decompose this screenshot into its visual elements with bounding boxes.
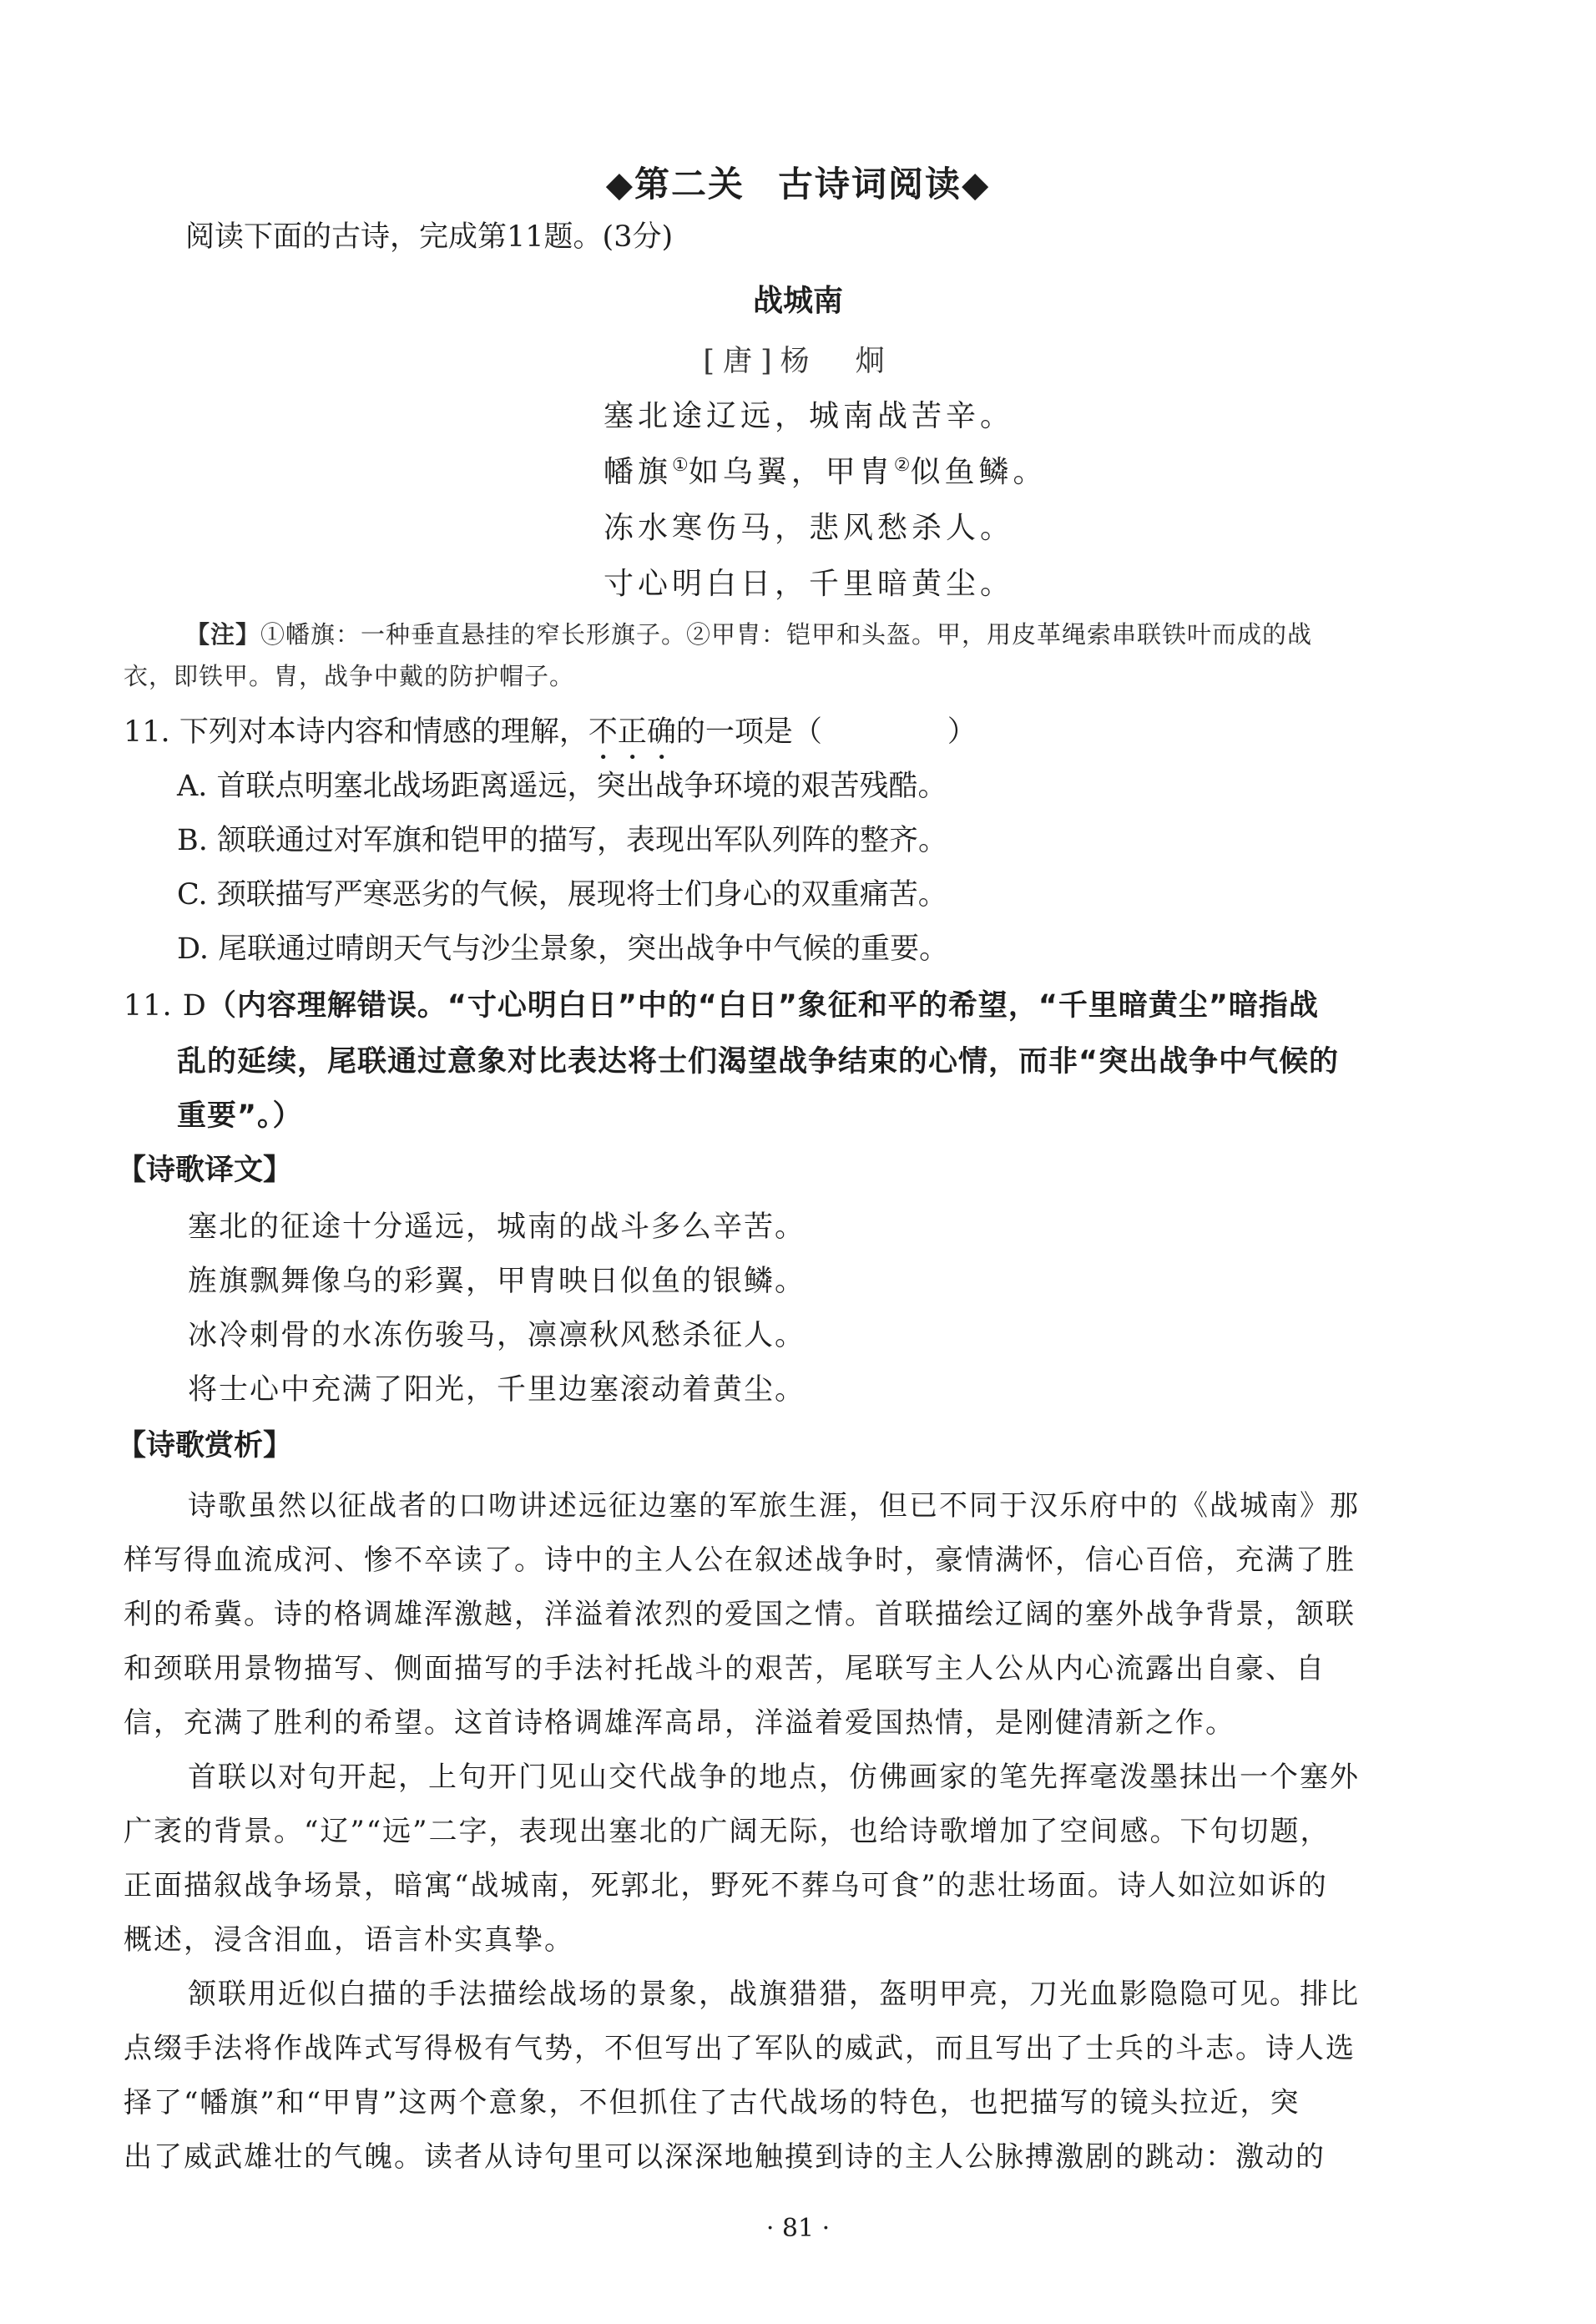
poem-line-2-b: 如乌翼，甲胄 xyxy=(688,455,894,489)
question-stem-b: 的一项是（ xyxy=(675,715,822,749)
appreciation-p2-line-4: 概述，浸含泪血，语言朴实真挚。 xyxy=(124,1923,574,1957)
translation-line-3: 冰冷刺骨的水冻伤骏马，凛凛秋风愁杀征人。 xyxy=(188,1319,806,1352)
footnote-marker-2: ② xyxy=(893,455,911,476)
appreciation-p1-line-2: 样写得血流成河、惨不卒读了。诗中的主人公在叙述战争时，豪情满怀，信心百倍，充满了胜 xyxy=(124,1543,1356,1577)
appreciation-p2-line-2: 广袤的背景。“辽”“远”二字，表现出塞北的广阔无际，也给诗歌增加了空间感。下句切题， xyxy=(124,1815,1331,1848)
answer-line-1 xyxy=(124,988,1319,1024)
option-d: D. 尾联通过晴朗天气与沙尘景象，突出战争中气候的重要。 xyxy=(177,932,949,966)
appreciation-p3-line-2: 点缀手法将作战阵式写得极有气势，不但写出了军队的威武，而且写出了士兵的斗志。诗人选 xyxy=(124,2032,1356,2065)
question-stem xyxy=(124,714,977,766)
translation-line-1: 塞北的征途十分遥远，城南的战斗多么辛苦。 xyxy=(188,1210,806,1244)
note-label: 【注】 xyxy=(185,620,261,649)
question-emphasis: 不正确 xyxy=(588,715,676,749)
section-title xyxy=(0,157,1596,207)
poem-line-3: 冻水寒伤马，悲风愁杀人。 xyxy=(604,511,1015,545)
poem-author: [唐]杨 炯 xyxy=(703,345,893,378)
appreciation-p1-line-1: 诗歌虽然以征战者的口吻讲述远征边塞的军旅生涯，但已不同于汉乐府中的《战城南》那 xyxy=(188,1489,1360,1523)
poem-title: 战城南 xyxy=(752,284,843,318)
poem-line-2-c: 似鱼鳞。 xyxy=(910,455,1048,489)
appreciation-p3-line-1: 颔联用近似白描的手法描绘战场的景象，战旗猎猎，盔明甲亮，刀光血影隐隐可见。排比 xyxy=(188,1978,1360,2011)
option-b: B. 颔联通过对军旗和铠甲的描写，表现出军队列阵的整齐。 xyxy=(177,824,947,857)
section-title-right: 古诗词阅读◆ xyxy=(778,164,991,205)
translation-line-4: 将士心中充满了阳光，千里边塞滚动着黄尘。 xyxy=(188,1373,806,1407)
translation-line-2: 旌旗飘舞像乌的彩翼，甲胄映日似鱼的银鳞。 xyxy=(188,1265,806,1298)
translation-heading: 【诗歌译文】 xyxy=(117,1154,293,1187)
note-text-1: ①幡旗：一种垂直悬挂的窄长形旗子。②甲胄：铠甲和头盔。甲，用皮革绳索串联铁叶而成的战 xyxy=(260,620,1313,649)
note-line-2: 衣，即铁甲。胄，战争中戴的防护帽子。 xyxy=(124,662,575,690)
option-c: C. 颈联描写严寒恶劣的气候，展现将士们身心的双重痛苦。 xyxy=(177,878,947,912)
poem-line-1: 塞北途辽远，城南战苦辛。 xyxy=(604,399,1015,433)
answer-line-3: 重要”。） xyxy=(177,1099,303,1133)
appreciation-p1-line-5: 信，充满了胜利的希望。这首诗格调雄浑高昂，洋溢着爱国热情，是刚健清新之作。 xyxy=(124,1706,1235,1740)
note-line-1 xyxy=(185,618,1312,651)
option-a: A. 首联点明塞北战场距离遥远，突出战争环境的艰苦残酷。 xyxy=(177,770,947,803)
section-title-left: ◆第二关 xyxy=(605,164,745,205)
appreciation-p3-line-4: 出了威武雄壮的气魄。读者从诗句里可以深深地触摸到诗的主人公脉搏激剧的跳动：激动的 xyxy=(124,2140,1326,2174)
poem-line-4: 寸心明白日，千里暗黄尘。 xyxy=(604,567,1015,601)
appreciation-p1-line-4: 和颈联用景物描写、侧面描写的手法衬托战斗的艰苦，尾联写主人公从内心流露出自豪、自 xyxy=(124,1652,1326,1685)
question-number: 11. xyxy=(124,715,170,749)
appreciation-p3-line-3: 择了“幡旗”和“甲胄”这两个意象，不但抓住了古代战场的特色，也把描写的镜头拉近，突 xyxy=(124,2086,1301,2119)
question-stem-c: ） xyxy=(947,715,977,749)
question-stem-a: 下列对本诗内容和情感的理解， xyxy=(179,715,588,749)
poem-line-2-a: 幡旗 xyxy=(604,455,673,489)
footnote-marker-1: ① xyxy=(672,455,689,476)
answer-prefix: 11. D xyxy=(124,989,207,1023)
appreciation-p2-line-1: 首联以对句开起，上句开门见山交代战争的地点，仿佛画家的笔先挥毫泼墨抹出一个塞外 xyxy=(188,1761,1360,1794)
appreciation-heading: 【诗歌赏析】 xyxy=(117,1429,293,1463)
appreciation-p2-line-3: 正面描叙战争场景，暗寓“战城南，死郭北，野死不葬乌可食”的悲壮场面。诗人如泣如诉的 xyxy=(124,1869,1328,1902)
page-number: · 81 · xyxy=(765,2214,831,2243)
appreciation-p1-line-3: 利的希冀。诗的格调雄浑激越，洋溢着浓烈的爱国之情。首联描绘辽阔的塞外战争背景，颔联 xyxy=(124,1598,1356,1631)
answer-line-2: 乱的延续，尾联通过意象对比表达将士们渴望战争结束的心情，而非“突出战争中气候的 xyxy=(177,1045,1340,1079)
intro-text: 阅读下面的古诗，完成第11题。(3分) xyxy=(185,220,674,254)
answer-text-1: （内容理解错误。“寸心明白日”中的“白日”象征和平的希望，“千里暗黄尘”暗指战 xyxy=(206,989,1319,1023)
poem-line-2 xyxy=(604,448,1048,491)
